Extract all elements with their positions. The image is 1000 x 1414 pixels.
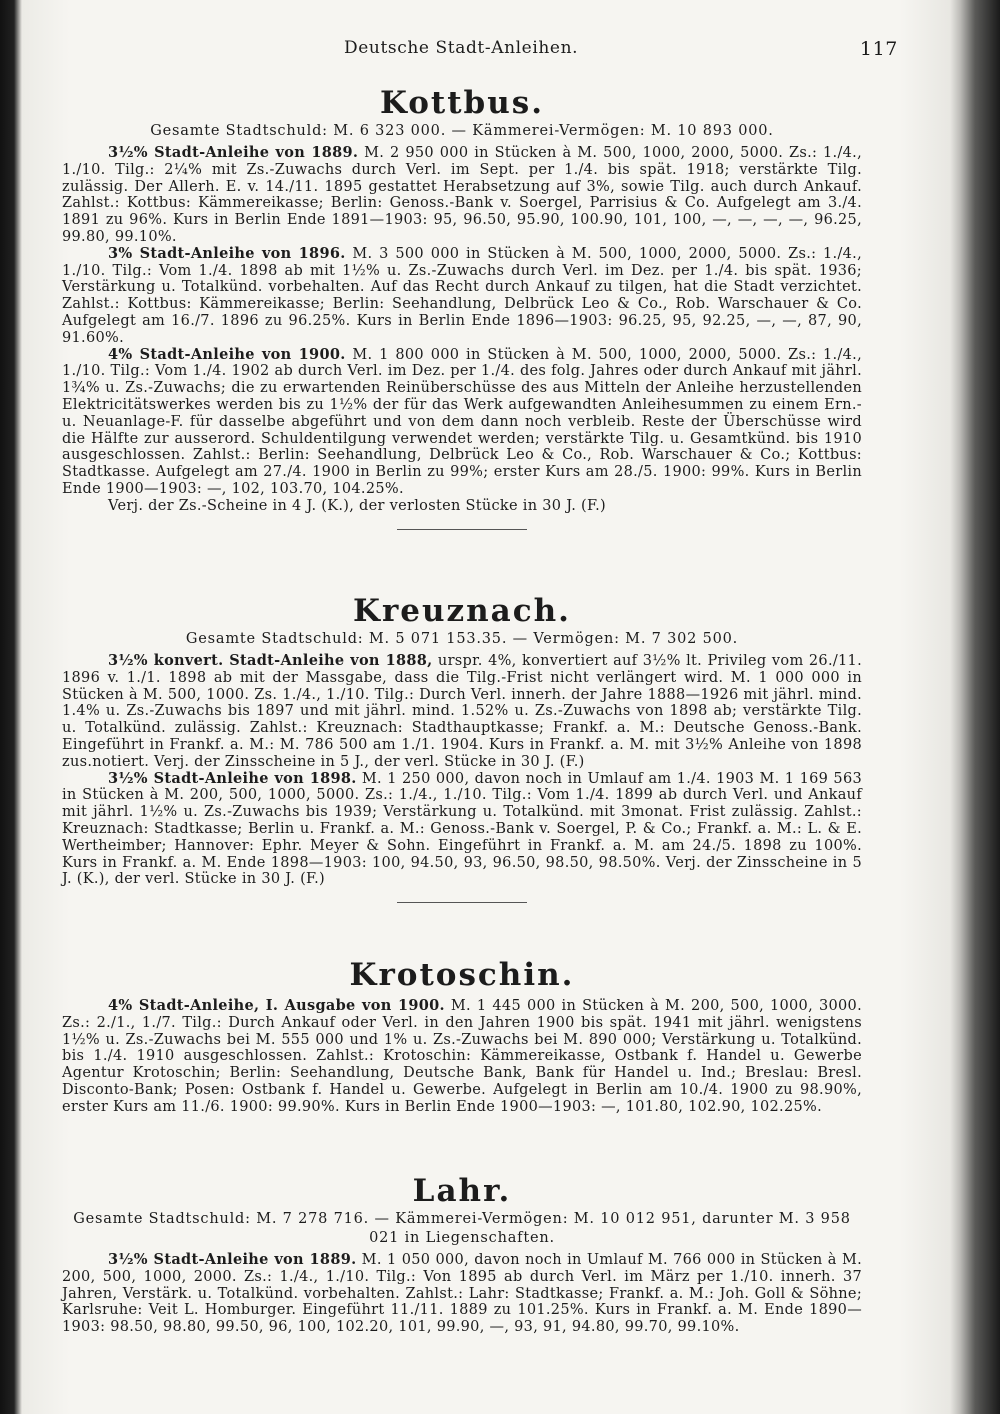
loan-entry [62,771,862,889]
loan-text: urspr. 4%, konvertiert auf 3½% lt. Privileg vom 26./11. 1896 v. 1./1. 1898 ab mit der Massgabe, dass die Tilg.-Frist nicht verlängert wird. M. 1 000 000 in Stücken à M. 500, 1000. Zs. 1./4., 1./10. Tilg.: Durch Verl. innerh. der Jahre 1888—1926 mit jährl. mind. 1.4% u. Zs.-Zuwachs bis 1897 und mit jährl. mind. 1.52% u. Zs.-Zuwachs von 1898 ab; verstärkte Tilg. u. Totalkünd. zulässig. Zahlst.: Kreuznach: Stadthauptkasse; Frankf. a. M.: Deutsche Genoss.-Bank. Eingeführt in Frankf. a. M.: M. 786 500 am 1./1. 1904. Kurs in Frankf. a. M. mit 3½% Anleihe von 1898 zus.notiert. Verj. der Zinsscheine in 5 J., der verl. Stücke in 30 J. (F.) [62,653,862,770]
running-title: Deutsche Stadt-Anleihen. [344,38,579,58]
loan-heading: 4% Stadt-Anleihe, I. Ausgabe von 1900. [108,997,445,1014]
loan-heading: 4% Stadt-Anleihe von 1900. [108,345,346,363]
loan-entry [62,653,862,771]
loan-text: M. 1 445 000 in Stücken à M. 200, 500, 1000, 3000. Zs.: 2./1., 1./7. Tilg.: Durch Ankauf oder Verl. in den Jahren 1900 bis spät. 1941 mit jährl. wenigstens 1½% u. Zs.-Zuwachs bei M. 555 000 und 1% u. Zs.-Zuwachs bei M. 890 000; Verstärkung u. Totalkünd. bis 1./4. 1910 ausgeschlossen. Zahlst.: Krotoschin: Kämmereikasse, Ostbank f. Handel u. Gewerbe Agentur Krotoschin; Berlin: Seehandlung, Deutsche Bank, Bank für Handel u. Ind.; Breslau: Bresl. Disconto-Bank; Posen: Ostbank f. Handel u. Gewerbe. Aufgelegt in Berlin am 10./4. 1900 zu 98.90%, erster Kurs am 11./6. 1900: 99.90%. Kurs in Berlin Ende 1900—1903: —, 101.80, 102.90, 102.25%. [62,998,862,1115]
section-title: Kottbus. [379,85,545,121]
section-title: Lahr. [412,1173,512,1209]
loan-heading: 3½% konvert. Stadt-Anleihe von 1888, [108,652,433,669]
loan-entry [62,145,862,246]
section-divider [397,902,527,903]
loan-text: M. 1 800 000 in Stücken à M. 500, 1000, 2000, 5000. Zs.: 1./4., 1./10. Tilg.: Vom 1./4. 1902 ab durch Verl. im Dez. per 1./4. des folg. Jahres oder durch Ankauf mit jährl. 1¾% u. Zs.-Zuwachs; die zu erwartenden Reinüberschüsse des aus Mitteln der Anleihe herzustellenden Elektricitätswerkes werden bis zu 1½% der für das Werk aufgewandten Anleihesummen zu einem Ern.- u. Neuanlage-F. für dasselbe abgeführt und von dem dann noch verbleib. Reste der Überschüsse wird die Hälfte zur ausserord. Schuldentilgung verwendet werden; verstärkte Tilg. u. Gesamtkünd. bis 1910 ausgeschlossen. Zahlst.: Berlin: Seehandlung, Delbrück Leo & Co., Rob. Warschauer & Co.; Kottbus: Stadtkasse. Aufgelegt am 27./4. 1900 in Berlin zu 99%; erster Kurs am 28./5. 1900: 99%. Kurs in Berlin Ende 1900—1903: —, 102, 103.70, 104.25%. [62,346,862,497]
loan-heading: 3½% Stadt-Anleihe von 1898. [108,769,357,787]
loan-entry [62,1252,862,1336]
section-summary: Gesamte Stadtschuld: M. 7 278 716. — Kämmerei-Vermögen: M. 10 012 951, darunter M. 3 958 021 in Liegenschaften. [73,1211,851,1246]
section-kottbus [62,86,862,530]
loan-heading: 3% Stadt-Anleihe von 1896. [108,244,346,262]
section-kreuznach [62,594,862,903]
loan-entry [62,998,862,1116]
section-note: Verj. der Zs.-Scheine in 4 J. (K.), der verlosten Stücke in 30 J. (F.) [108,497,606,514]
loan-text: M. 2 950 000 in Stücken à M. 500, 1000, 2000, 5000. Zs.: 1./4., 1./10. Tilg.: 2¼% mit Zs.-Zuwachs durch Verl. im Sept. per 1./4. bis spät. 1918; verstärkte Tilg. zulässig. Der Allerh. E. v. 14./11. 1895 gestattet Herabsetzung auf 3%, sowie Tilg. auch durch Ankauf. Zahlst.: Kottbus: Kämmereikasse; Berlin: Genoss.-Bank v. Soergel, Parrisius & Co. Aufgelegt am 3./4. 1891 zu 96%. Kurs in Berlin Ende 1891—1903: 95, 96.50, 95.90, 100.90, 101, 100, —, —, —, —, 96.25, 99.80, 99.10%. [62,145,862,245]
section-divider [397,529,527,530]
loan-text: M. 1 250 000, davon noch in Umlauf am 1./4. 1903 M. 1 169 563 in Stücken à M. 200, 500, 1000, 5000. Zs.: 1./4., 1./10. Tilg.: Vom 1./4. 1899 ab durch Verl. und Ankauf mit jährl. 1½% u. Zs.-Zuwachs bis 1939; Verstärkung u. Totalkünd. mit 3monat. Frist zulässig. Zahlst.: Kreuznach: Stadtkasse; Berlin u. Frankf. a. M.: Genoss.-Bank v. Soergel, P. & Co.; Frankf. a. M.: L. & E. Wertheimber; Hannover: Ephr. Meyer & Sohn. Eingeführt in Frankf. a. M. am 24./5. 1898 zu 100%. Kurs in Frankf. a. M. Ende 1898—1903: 100, 94.50, 93, 96.50, 98.50, 98.50%. Verj. der Zinsscheine in 5 J. (K.), der verl. Stücke in 30 J. (F.) [62,770,863,888]
section-summary: Gesamte Stadtschuld: M. 5 071 153.35. — Vermögen: M. 7 302 500. [185,631,739,647]
loan-heading: 3½% Stadt-Anleihe von 1889. [108,1251,357,1268]
running-head [62,38,898,62]
section-title: Kreuznach. [353,593,571,629]
section-krotoschin [62,958,862,1116]
section-summary: Gesamte Stadtschuld: M. 6 323 000. — Kämmerei-Vermögen: M. 10 893 000. [150,123,774,139]
loan-entry [62,347,862,498]
loan-text: M. 3 500 000 in Stücken à M. 500, 1000, 2000, 5000. Zs.: 1./4., 1./10. Tilg.: Vom 1./4. 1898 ab mit 1½% u. Zs.-Zuwachs durch Verl. im Dez. per 1./4. bis spät. 1936; Verstärkung u. Totalkünd. vorbehalten. Auf das Recht durch Ankauf zu tilgen, hat die Stadt verzichtet. Zahlst.: Kottbus: Kämmereikasse; Berlin: Seehandlung, Delbrück Leo & Co., Rob. Warschauer & Co. Aufgelegt am 16./7. 1896 zu 96.25%. Kurs in Berlin Ende 1896—1903: 96.25, 95, 92.25, —, —, 87, 90, 91.60%. [62,245,862,346]
section-title: Krotoschin. [349,957,575,993]
loan-heading: 3½% Stadt-Anleihe von 1889. [108,144,359,161]
page-number: 117 [859,38,898,60]
loan-entry [62,246,862,347]
loan-text: M. 1 050 000, davon noch in Umlauf M. 766 000 in Stücken à M. 200, 500, 1000, 2000. Zs.: 1./4., 1./10. Tilg.: Von 1895 ab durch Verl. im März per 1./10. innerh. 37 Jahren, Verstärk. u. Totalkünd. vorbehalten. Zahlst.: Lahr: Stadtkasse; Frankf. a. M.: Joh. Goll & Söhne; Karlsruhe: Veit L. Homburger. Eingeführt 11./11. 1889 zu 101.25%. Kurs in Frankf. a. M. Ende 1890—1903: 98.50, 98.80, 99.50, 96, 100, 102.20, 101, 99.90, —, 93, 91, 94.80, 99.70, 99.10%. [62,1252,863,1336]
section-lahr [62,1174,862,1336]
